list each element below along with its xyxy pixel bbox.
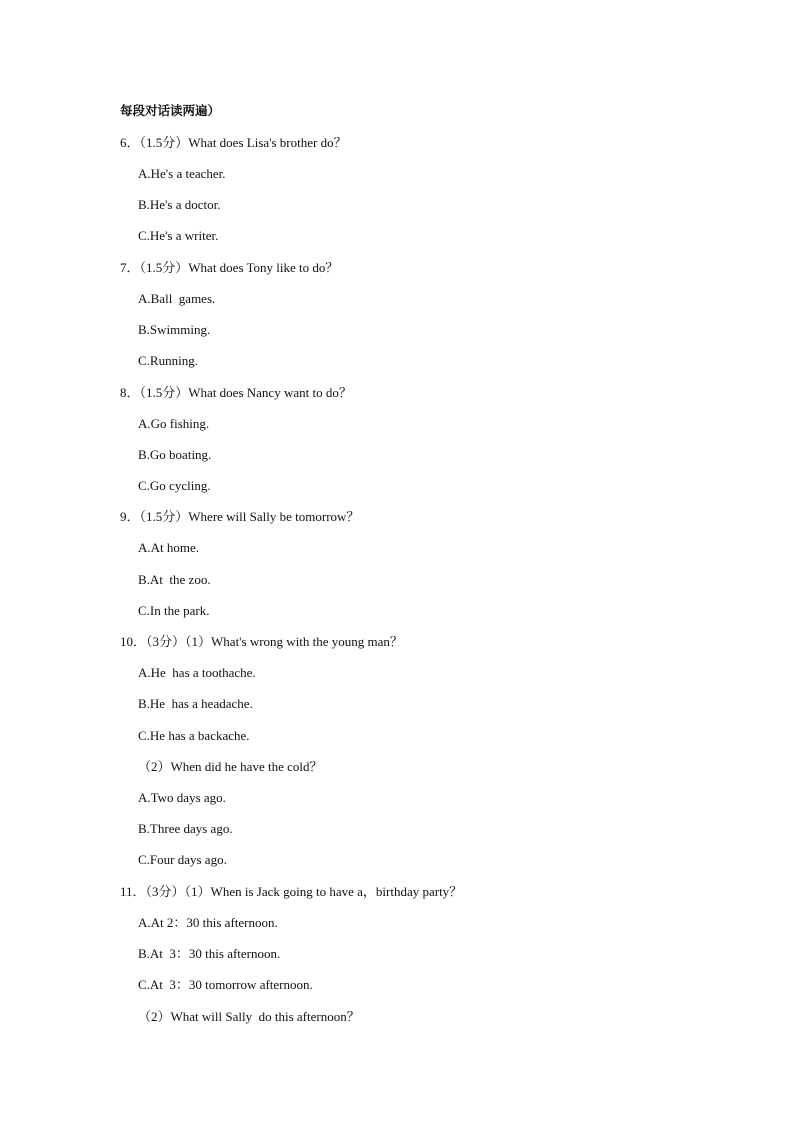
option-9a: A.At home. bbox=[138, 540, 200, 555]
option-10-2b: B.Three days ago. bbox=[138, 821, 233, 836]
question-text: Where will Sally be tomorrow？ bbox=[188, 509, 360, 524]
question-11 bbox=[120, 884, 462, 900]
option-10-1b: B.He has a headache. bbox=[138, 696, 253, 711]
question-10 bbox=[120, 634, 403, 650]
option-6c: C.He's a writer. bbox=[138, 228, 219, 243]
question-text: （1）What's wrong with the young man？ bbox=[185, 634, 403, 649]
option-11-1a: A.At 2：30 this afternoon. bbox=[138, 915, 278, 930]
option-11-1b: B.At 3：30 this afternoon. bbox=[138, 946, 281, 961]
question-text: What does Tony like to do？ bbox=[188, 260, 339, 275]
option-10-1c: C.He has a backache. bbox=[138, 728, 250, 743]
option-8a: A.Go fishing. bbox=[138, 416, 210, 431]
option-10-2a: A.Two days ago. bbox=[138, 790, 226, 805]
question-text: （1）When is Jack going to have a，birthday party？ bbox=[184, 884, 463, 899]
option-7a: A.Ball games. bbox=[138, 291, 216, 306]
option-10-2c: C.Four days ago. bbox=[138, 852, 227, 867]
question-points: （1.5分） bbox=[139, 135, 189, 150]
option-6b: B.He's a doctor. bbox=[138, 197, 221, 212]
option-6a: A.He's a teacher. bbox=[138, 166, 226, 181]
question-number: 10． bbox=[120, 634, 147, 649]
question-text: What does Lisa's brother do？ bbox=[188, 135, 347, 150]
question-8 bbox=[120, 385, 352, 401]
question-number: 9． bbox=[120, 509, 140, 524]
subquestion-11-2: （2）What will Sally do this afternoon？ bbox=[138, 1009, 360, 1024]
subquestion-10-2: （2）When did he have the cold？ bbox=[138, 759, 323, 774]
question-points: （1.5分） bbox=[139, 385, 189, 400]
question-points: （1.5分） bbox=[139, 509, 189, 524]
question-text: What does Nancy want to do？ bbox=[188, 385, 352, 400]
option-7c: C.Running. bbox=[138, 353, 198, 368]
question-9 bbox=[120, 509, 359, 525]
option-8b: B.Go boating. bbox=[138, 447, 212, 462]
option-8c: C.Go cycling. bbox=[138, 478, 211, 493]
question-number: 6． bbox=[120, 135, 140, 150]
option-11-1c: C.At 3：30 tomorrow afternoon. bbox=[138, 977, 313, 992]
option-10-1a: A.He has a toothache. bbox=[138, 665, 256, 680]
question-6 bbox=[120, 135, 347, 151]
section-heading: 每段对话读两遍） bbox=[120, 103, 221, 118]
option-9b: B.At the zoo. bbox=[138, 572, 211, 587]
question-number: 11． bbox=[120, 884, 146, 899]
question-points: （3分） bbox=[145, 884, 185, 899]
option-9c: C.In the park. bbox=[138, 603, 210, 618]
question-points: （3分） bbox=[146, 634, 186, 649]
question-number: 7． bbox=[120, 260, 140, 275]
question-number: 8． bbox=[120, 385, 140, 400]
question-points: （1.5分） bbox=[139, 260, 189, 275]
question-7 bbox=[120, 260, 338, 276]
option-7b: B.Swimming. bbox=[138, 322, 211, 337]
